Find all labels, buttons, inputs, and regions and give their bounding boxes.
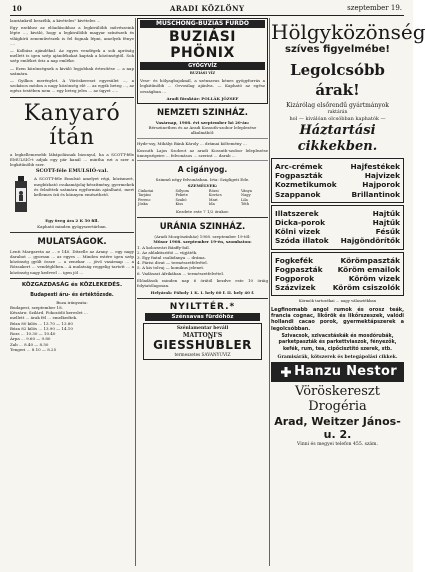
product-name: Hajfestékek <box>350 162 400 171</box>
article-paragraph: — Kolbász ajándékul. Az egyes vendégek a sok apróság mellett is igen szép ajándékokat kaptak a közönségtől. Sok szép emléket őriz a nap emléke. <box>10 48 134 64</box>
szives-figyelmebe: szíves figyelmébe! <box>285 44 390 55</box>
kanyaro-headline: Kanyaró ítán <box>23 100 121 150</box>
product-row <box>272 162 403 171</box>
kramsik-text: Gramisárák, kötszerek és betegápolási cikkek. <box>277 354 398 360</box>
market-line: Tengeri ... 8.10 — 8.25 <box>10 346 57 352</box>
product-name: Hajgöndörítők <box>340 236 400 246</box>
scott-text: A SCOTT-féle Emulsió amelyet régi, közismert, megbízható csukamájolaj-készítmény, gyermekek és felnőttek számára egyformán ajánlható, mert kellemes ízű és könnyen emészthető. <box>34 176 134 198</box>
urania-program: Műsor 1908. szeptember 19-én, szombaton: <box>153 239 252 245</box>
giesshubler-top: Szénlamentar beváll <box>176 326 229 332</box>
article-paragraph: — Ezen közönségnek a kiváló legjobbak értesítése ... a nap számára. <box>10 65 134 76</box>
product-row <box>272 218 403 227</box>
mulatsagok-text: Lenti Margareta az ... e 140. Ditzelle az Arany ... egy nagy darabot ... gyorsan ... az egyes ... Minden estére igen szép közönség gyűlt össze ... a zenekar ... jövő vasárnap ... a Rózsakert ... vendéglőben... A mulatság reggelig tartott ... a közönség nagy kedvvel ... igen jól ... <box>10 248 134 275</box>
product-name: Körömpaszták <box>340 255 400 265</box>
hol-text: hol — kiválóan olcsóbban kaphatók — <box>289 116 386 122</box>
urania-item: 5. A kis tolvaj — komikus jelenet. <box>137 265 205 271</box>
cast-cell: Kovács <box>208 193 222 198</box>
cast-cell: Ferenc <box>138 197 151 202</box>
haztartasi-cikkekben: Háztartási cikkekben. <box>297 123 378 154</box>
giesshubler-mattoni: MATTONI'S <box>182 331 223 339</box>
cast-cell: Mari <box>208 197 218 202</box>
nyilter-heading: NYILTTÉR.* <box>169 302 236 313</box>
column-left <box>10 18 134 352</box>
cast-cell: Fekete <box>175 193 188 198</box>
giesshubler-ad <box>143 323 262 359</box>
separator <box>10 278 134 279</box>
nemzeti-heading: NEMZETI SZINHÁZ. <box>157 108 248 119</box>
nemzeti-text: Kossuth Lajos Szobrot az aradi Kossuth-szobor leleplezése ünnepségeire ... felvonásos ... szerint ... darab ... <box>137 147 268 159</box>
product-name: Hajtűk <box>372 218 400 228</box>
cast-cell: Ványa <box>240 188 252 193</box>
scott-price: Egy üveg ára 2 K 50 fill. <box>45 218 99 224</box>
product-row <box>272 190 403 199</box>
buzias-badge: BUZIÁSI VÍZ <box>189 71 216 75</box>
cast-cell: Ida <box>208 202 215 207</box>
column-divider <box>269 18 270 566</box>
fisherman-icon <box>12 176 30 214</box>
nemzeti-date: Vasárnap, 1908. évi szeptember hó 20-án: <box>155 120 250 126</box>
separator <box>137 217 268 218</box>
market-line: Rozs ... 10.30 — 10.40 <box>10 331 56 337</box>
product-name: Köröm emailok <box>337 264 400 274</box>
separator <box>10 232 134 233</box>
product-row <box>272 171 403 180</box>
urania-item: 2. Az ablaktisztító — vígjáték. <box>137 249 198 255</box>
phone-line: Vinni és megyei telefon 455. szám. <box>296 442 378 448</box>
product-row <box>272 209 403 218</box>
product-name: Szappanok <box>275 189 321 199</box>
issue-date: szeptember 19. <box>347 4 402 12</box>
product-name: Köröm csiszolók <box>332 283 400 293</box>
kanyaro-text: a legkellemesebb lábápolásnak bizonyul, ha a SCOTT-féle EMULSIÓ-t adjuk egy pár kanál ... mintha ezt a szer a legkitűnőbb szer. <box>10 151 134 168</box>
product-name: Fogpaszták <box>275 171 323 181</box>
cast-cell: Lila <box>240 197 248 202</box>
column-divider <box>135 18 136 566</box>
urania-item: 4. Párisi divat — természetfelvétel. <box>137 260 208 266</box>
hanzu-nestor-banner <box>271 362 404 382</box>
header-rule <box>10 15 404 16</box>
product-name: Szóda illatok <box>275 236 329 246</box>
product-group-perfumes <box>271 205 404 250</box>
separator <box>137 160 268 161</box>
buzias-banner: MUSCHONG-BUZIÁS FÜRDŐ <box>140 20 265 28</box>
separator <box>10 97 134 98</box>
budapest-exchange-sub: Buza irányzata: <box>56 299 88 305</box>
scott-availability: Kapható minden gyógyszertárban. <box>37 223 107 229</box>
buzias-text: Vese- és hólyagbajoknál, a szénsavas kénes gyógyforrás a legkitűnőbb ... Orvosilag ajánlva. — Kapható az egész országban ... <box>140 78 265 94</box>
product-name: Dicka-porok <box>275 218 326 228</box>
urania-item: 3. Egy fiatal családanya ... dráma. <box>137 255 206 261</box>
buzias-agent: Aradi főraktár: POLLÁK JÓZSEF <box>166 95 239 101</box>
urania-list <box>137 245 268 276</box>
product-name: Kozmetikumok <box>275 180 337 190</box>
hanzu-nestor: Hanzu Nestor <box>294 364 397 380</box>
cast-cell: Tarjáni <box>138 193 151 198</box>
product-row <box>272 236 403 245</box>
product-row <box>272 283 403 292</box>
product-name: Fogporok <box>275 274 315 284</box>
product-name: Illatszerek <box>275 208 319 218</box>
product-row <box>272 274 403 283</box>
legolcsobb-arak: Legolcsóbb árak! <box>290 61 385 99</box>
cast-cell: Jóska <box>138 202 148 207</box>
product-row <box>272 227 403 236</box>
nyilter-sub: Szénsavas fürdőhöz <box>145 313 260 321</box>
performance-start: Kezdete este 7 1/2 órakor. <box>175 209 229 215</box>
giesshubler-sub: termeszetes SAVANYUVIZ <box>174 351 231 357</box>
market-line: Készáru: Szilárd. Fokozódó kereslet ... <box>10 310 88 316</box>
urania-item: 1. A kolozsvári Bánffy-bál. <box>137 244 190 250</box>
urania-heading: URÁNIA SZINHÁZ. <box>159 222 246 233</box>
row3-note: Körmök tartozékai ... nagy választékban <box>298 298 377 304</box>
market-list <box>10 305 134 352</box>
scott-line: SCOTT-féle EMULSIÓ-val. <box>35 168 109 175</box>
budapest-exchange-heading: Budapesti áru- és értéktőzsde. <box>30 292 114 298</box>
market-line: mellett ... árak fél ... emelkedtek. <box>10 315 78 321</box>
cast-table <box>137 189 268 207</box>
urania-prices: Helyárak: Páholy 1 K. I. hely 60 f. II. hely 40 f. <box>150 290 255 296</box>
scott-ad <box>10 176 134 216</box>
voroskereszt-drogeria: Vöröskereszt Drogéria <box>295 384 380 415</box>
cast-cell: Sólyom <box>175 188 189 193</box>
nemzeti-play: Hyde-ssy, Mihályi Bánk Károly ... drámai költemény ... <box>137 140 247 146</box>
product-name: Hajtűk <box>372 208 400 218</box>
raktaran-text: raktárán <box>327 110 348 115</box>
product-row <box>272 180 403 189</box>
cigany-heading: A cigányog. <box>177 165 228 175</box>
product-name: Fésűk <box>375 227 400 237</box>
market-line: Zab ... 8.40 — 8.50 <box>10 341 49 347</box>
cast-cell: Kiss <box>175 202 184 207</box>
article-paragraph: Egy ezekhez az előadásokhoz a legkiválóbb művészeink lépte ..., kiváló, hogy a legkiválóbb magyar színészek és világhírű zeneművészek is fel fognak lépni, amelyek fénye .... <box>10 25 134 46</box>
product-name: Köröm vizek <box>348 274 400 284</box>
buzias-phoenix-title: BUZIÁSI PHÖNIX <box>168 29 237 61</box>
product-name: Hajvizek <box>364 171 400 181</box>
giesshubler-title: GIESSHÜBLER <box>153 337 252 352</box>
product-row <box>272 256 403 265</box>
cast-cell: Nagy <box>240 193 251 198</box>
mulatsagok-heading: MULATSÁGOK. <box>37 236 107 247</box>
column-middle <box>137 18 268 362</box>
separator <box>137 138 268 139</box>
buzias-subtitle: GYÓGYVÍZ <box>140 62 265 70</box>
cast-cell: Szabó <box>175 197 187 202</box>
market-line: Búza 82 kilós ... 13.90 — 14.10 <box>10 325 73 331</box>
urania-sub: (Aradi Mozgószínház) 1908. szeptember 19-től: <box>154 234 251 240</box>
cast-row <box>137 202 268 207</box>
separator <box>137 298 268 299</box>
holgykozonseg-headline: Hölgyközönség <box>271 20 426 44</box>
product-name: Fogkefék <box>275 255 313 265</box>
cast-cell: Tóth <box>240 202 250 207</box>
product-name: Kölni vizek <box>275 227 321 237</box>
kozgazdasag-heading: KÖZGAZDASÁG és KÖZLEKEDÉS. <box>21 281 123 288</box>
cast-cell: Cinkotai <box>138 188 154 193</box>
intro-text: lauriánkról beszélik, a kivételes" kivételes ... <box>10 18 101 23</box>
buzias-ad <box>137 18 268 104</box>
product-name: Arc-crémek <box>275 162 323 171</box>
page-number: 10 <box>12 4 22 13</box>
legfinomabb-text: Legfinomabb angol rumok és orosz teák, francia cognac, likőrök és likőrszeszek, valódi hollandi cacao porok, gyermektápszerek a legolcsóbban. <box>271 306 404 332</box>
cast-heading: SZEMÉLYEK: <box>187 183 218 189</box>
product-group-dental <box>271 252 404 297</box>
urania-item: 6. Vadászat Afrikában ... természetfelvétel. <box>137 270 225 276</box>
product-name: Hajporok <box>362 180 400 190</box>
red-cross-icon <box>281 367 291 377</box>
article-paragraph: — Gyilkos merénylet. A Vöröskereszt egyesület ..., a szokásos módon a nagy közönség elé ... az egyik beteg ..., az egész testében nem ... egy beteg jeles ... az ügyet ..... <box>10 78 134 94</box>
nemzeti-sub: Bérszünetben és az Aradi Kossuth-szobor leleplezése alkalmából: <box>148 125 257 136</box>
product-name: Százvizek <box>275 283 316 293</box>
market-line: Árpa ... 9.60 — 9.80 <box>10 336 51 342</box>
product-group-cosmetics <box>271 158 404 203</box>
newspaper-name: ARADI KÖZLÖNY <box>170 4 245 13</box>
arad-address: Arad, Weitzer János-u. 2. <box>274 415 401 442</box>
cigany-sub: Szinmű négy felvonásban. Irta: Szigligeti Ede. <box>155 177 250 183</box>
market-line: Budapest, szeptember 18. <box>10 305 63 311</box>
product-row <box>272 265 403 274</box>
szivacs-text: Szivacsok, szivacstáskák és mosdórubák, parketpaszták és parkettviaszok, fényezők, kefék, rum, tea, cipőcisztító szerek, stb. <box>278 334 397 352</box>
market-line: Búza 80 kilós ... 13.70 — 13.80 <box>10 320 73 326</box>
cast-cell: Rózsi <box>208 188 219 193</box>
column-right <box>271 18 426 448</box>
product-name: Fogpaszták <box>275 264 323 274</box>
product-name: Brillantinok <box>351 189 400 199</box>
urania-footer: Előadások minden nap 6 órától kezdve este 10 óráig folytatólagosan. <box>137 277 268 289</box>
kizarolag-text: Kizárólag elsőrendű gyártmányok <box>286 102 389 109</box>
